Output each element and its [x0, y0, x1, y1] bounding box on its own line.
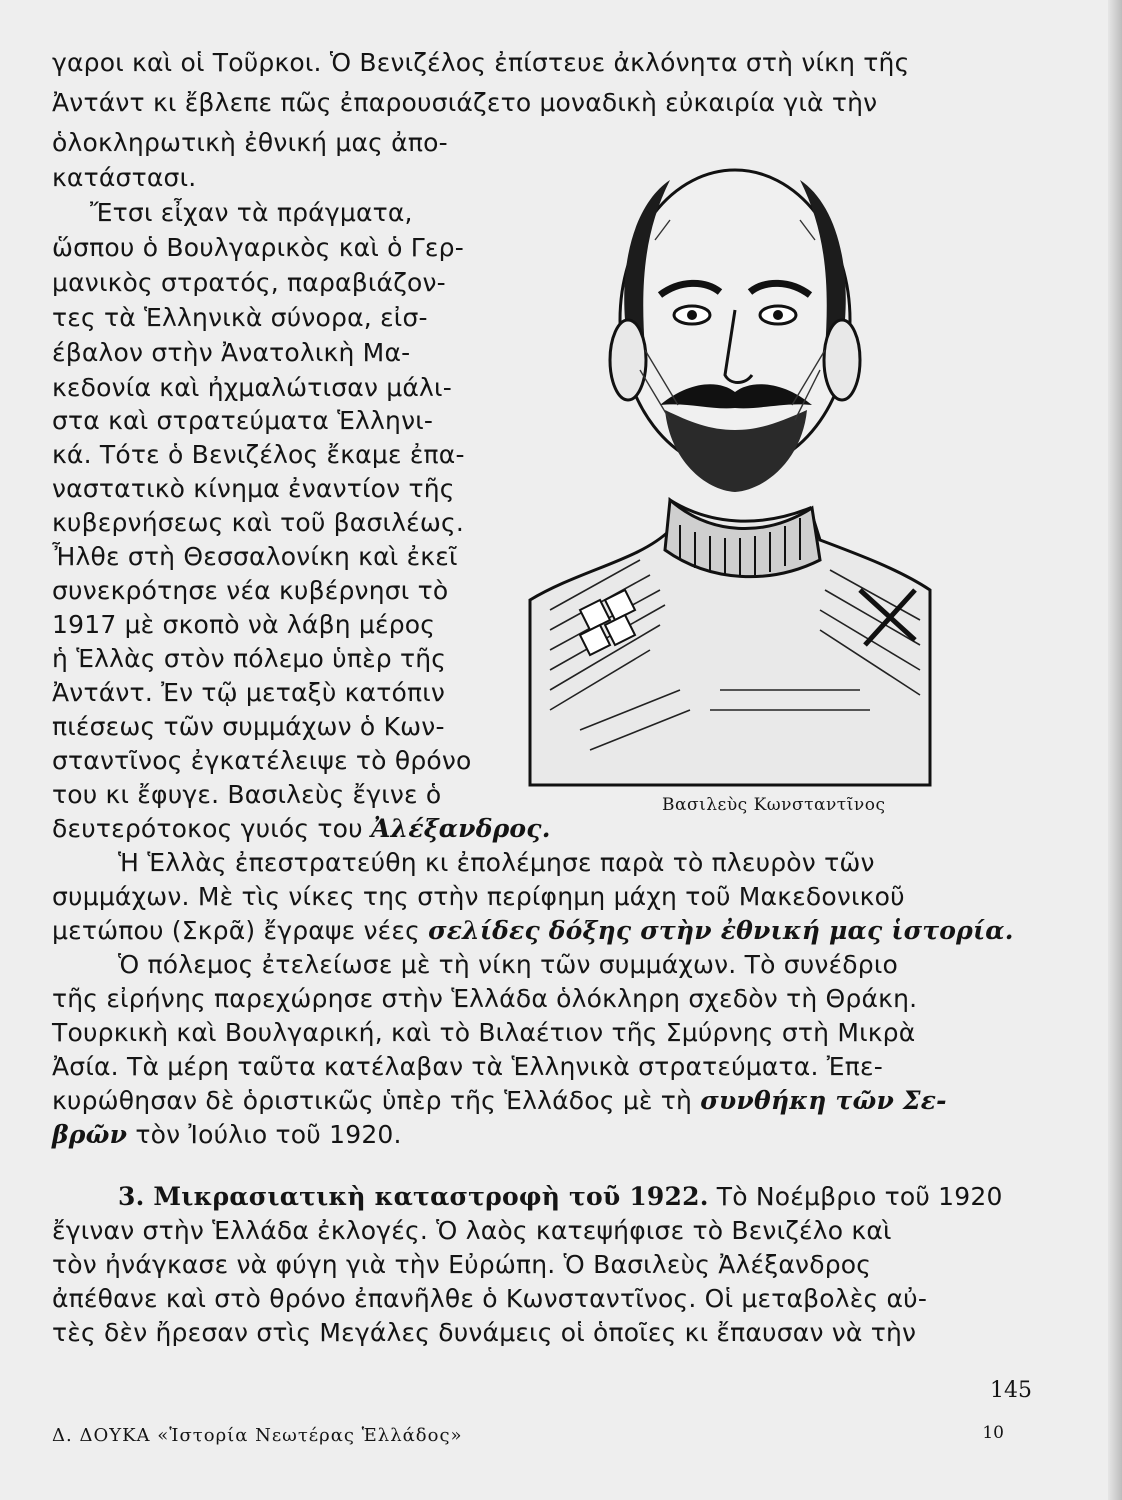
text-line: ἔγιναν στὴν Ἑλλάδα ἐκλογές. Ὁ λαὸς κατεψήφισε τὸ Βενιζέλο καὶ	[52, 1216, 892, 1245]
text-line	[52, 916, 1014, 946]
emphasis-phrase: σελίδες δόξης στὴν ἐθνική μας ἱστορία.	[428, 916, 1014, 945]
section-heading: 3. Μικρασιατικὴ καταστροφὴ τοῦ 1922.	[118, 1182, 709, 1211]
text-line: Ἀντάντ. Ἐν τῷ μεταξὺ κατόπιν	[52, 678, 446, 707]
text-line: Τουρκικὴ καὶ Βουλγαρική, καὶ τὸ Βιλαέτιον τῆς Σμύρνης στὴ Μικρὰ	[52, 1018, 916, 1047]
text-line: τῆς εἰρήνης παρεχώρησε στὴν Ἑλλάδα ὁλόκληρη σχεδὸν τὴ Θράκη.	[52, 984, 918, 1013]
text-line: σταντῖνος ἐγκατέλειψε τὸ θρόνο	[52, 746, 472, 775]
text-run: Τὸ Νοέμβριο τοῦ 1920	[708, 1182, 1003, 1211]
emphasis-name: Ἀλέξανδρος.	[371, 814, 551, 843]
text-line: μανικὸς στρατός, παραβιάζον-	[52, 268, 446, 297]
text-line: Ἀντάντ κι ἔβλεπε πῶς ἐπαρουσιάζετο μοναδικὴ εὐκαιρία γιὰ τὴν	[52, 88, 878, 117]
text-line: συμμάχων. Μὲ τὶς νίκες της στὴν περίφημη μάχη τοῦ Μακεδονικοῦ	[52, 882, 905, 911]
text-line: Ὁ πόλεμος ἐτελείωσε μὲ τὴ νίκη τῶν συμμάχων. Τὸ συνέδριο	[118, 950, 899, 979]
text-line: συνεκρότησε νέα κυβέρνησι τὸ	[52, 576, 449, 605]
text-run: δευτερότοκος γυιός του	[52, 814, 371, 843]
book-footer: Δ. ΔΟΥΚΑ «Ἱστορία Νεωτέρας Ἑλλάδος»	[52, 1425, 463, 1446]
text-line: τες τὰ Ἑλληνικὰ σύνορα, εἰσ-	[52, 303, 428, 332]
text-line	[52, 1086, 947, 1116]
text-line: στα καὶ στρατεύματα Ἑλληνι-	[52, 406, 434, 435]
text-line: ὥσπου ὁ Βουλγαρικὸς καὶ ὁ Γερ-	[52, 233, 464, 262]
emphasis-treaty: συνθήκη τῶν Σε-	[700, 1086, 947, 1115]
text-line: τὲς δὲν ἤρεσαν στὶς Μεγάλες δυνάμεις οἱ ὁποῖες κι ἔπαυσαν νὰ τὴν	[52, 1318, 917, 1347]
text-line: ἡ Ἑλλὰς στὸν πόλεμο ὑπὲρ τῆς	[52, 644, 447, 673]
text-line: τὸν ἠνάγκασε νὰ φύγη γιὰ τὴν Εὐρώπη. Ὁ Βασιλεὺς Ἀλέξανδρος	[52, 1250, 872, 1279]
portrait-image	[520, 130, 940, 790]
text-line	[52, 814, 551, 844]
text-line: ἀπέθανε καὶ στὸ θρόνο ἐπανῆλθε ὁ Κωνσταντῖνος. Οἱ μεταβολὲς αὐ-	[52, 1284, 928, 1313]
text-line: ὁλοκληρωτικὴ ἐθνική μας ἀπο-	[52, 128, 448, 157]
text-line: κά. Τότε ὁ Βενιζέλος ἔκαμε ἐπα-	[52, 440, 465, 469]
text-line: Ἔτσι εἶχαν τὰ πράγματα,	[90, 198, 413, 227]
text-line: κεδονία καὶ ἠχμαλώτισαν μάλι-	[52, 373, 452, 402]
text-line: πιέσεως τῶν συμμάχων ὁ Κων-	[52, 712, 445, 741]
portrait-caption: Βασιλεὺς Κωνσταντῖνος	[662, 795, 886, 815]
text-line: του κι ἔφυγε. Βασιλεὺς ἔγινε ὁ	[52, 780, 442, 809]
text-line: Ἀσία. Τὰ μέρη ταῦτα κατέλαβαν τὰ Ἑλληνικὰ στρατεύματα. Ἐπε-	[52, 1052, 883, 1081]
page-number: 145	[990, 1378, 1032, 1403]
text-line: κυβερνήσεως καὶ τοῦ βασιλέως.	[52, 508, 465, 537]
text-line: γαροι καὶ οἱ Τοῦρκοι. Ὁ Βενιζέλος ἐπίστευε ἀκλόνητα στὴ νίκη τῆς	[52, 48, 910, 77]
text-run: μετώπου (Σκρᾶ) ἔγραψε νέες	[52, 916, 429, 945]
page-edge	[1108, 0, 1122, 1500]
text-line: ναστατικὸ κίνημα ἐναντίον τῆς	[52, 474, 455, 503]
text-run: τὸν Ἰούλιο τοῦ 1920.	[127, 1120, 402, 1149]
text-line: 1917 μὲ σκοπὸ νὰ λάβη μέρος	[52, 610, 436, 639]
sheet-number: 10	[982, 1423, 1004, 1443]
text-line: Ἦλθε στὴ Θεσσαλονίκη καὶ ἐκεῖ	[52, 542, 458, 571]
emphasis-treaty: βρῶν	[52, 1120, 128, 1149]
text-line	[118, 1182, 1003, 1212]
text-line: κατάστασι.	[52, 163, 197, 192]
text-line	[52, 1120, 402, 1150]
text-line: Ἡ Ἑλλὰς ἐπεστρατεύθη κι ἐπολέμησε παρὰ τὸ πλευρὸν τῶν	[118, 848, 875, 877]
text-run: κυρώθησαν δὲ ὁριστικῶς ὑπὲρ τῆς Ἑλλάδος μὲ τὴ	[52, 1086, 701, 1115]
text-line: έβαλον στὴν Ἀνατολικὴ Μα-	[52, 338, 411, 367]
